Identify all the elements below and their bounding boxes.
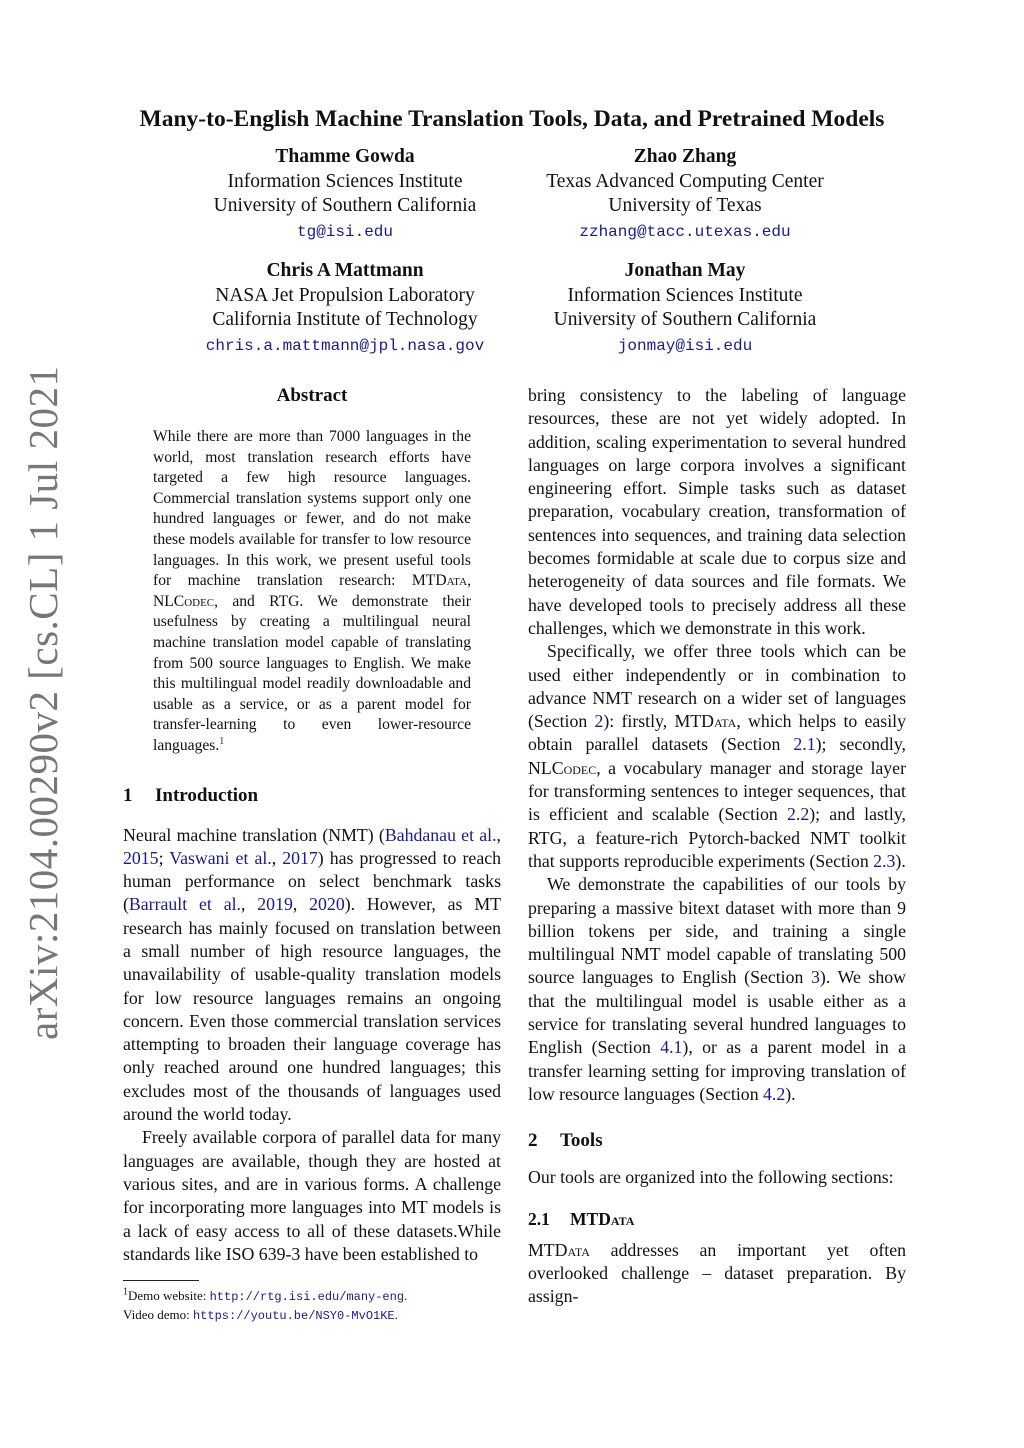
section-ref-link[interactable]: 4.2	[763, 1083, 786, 1104]
citation-link[interactable]: Barrault et al.	[128, 894, 241, 915]
citation-link[interactable]: Bahdanau et al.	[384, 824, 497, 845]
subsection-heading-mtdata	[528, 1207, 906, 1231]
right-column	[528, 384, 906, 1308]
citation-link[interactable]: 2019	[257, 894, 293, 915]
intro-paragraph-3: bring consistency to the labeling of language resources, these are not yet widely adopted. In addition, scaling experimentation to several hundred languages on large corpora involves a significant engineering effort. Simple tasks such as dataset preparation, vocabulary creation, transformation of sentences into sequences, and training data selection becomes formidable at scale due to corpus size and heterogeneity of data sources and file formats. We have developed tools to precisely address all these challenges, which we demonstrate in this work.	[528, 385, 906, 638]
intro-paragraph-1: Neural machine translation (NMT) (Bahdanau et al., 2015; Vaswani et al., 2017) has progressed to reach human performance on select benchmark tasks (Barrault et al., 2019, 2020). However, as MT research has mainly focused on translation between a small number of high resource languages, the unavailability of usable-quality translation models for low resource languages remains an ongoing concern. Even those commercial translation services attempting to broaden their language coverage has only reached around one hundred languages; this excludes most of the thousands of languages used around the world today.	[123, 824, 501, 1125]
footnote-mark[interactable]: 1	[219, 735, 225, 747]
author-affiliation: California Institute of Technology	[212, 309, 478, 330]
author-affiliation: Texas Advanced Computing Center	[546, 170, 824, 192]
author-block	[485, 145, 885, 244]
section-heading-introduction	[123, 784, 501, 808]
author-email[interactable]: zzhang@tacc.utexas.edu	[579, 222, 791, 241]
section-ref-link[interactable]: 2.1	[793, 734, 816, 755]
author-email[interactable]: jonmay@isi.edu	[617, 336, 753, 355]
section-ref-link[interactable]: 3	[811, 967, 820, 988]
tool-name-nlcodec: NLCodec	[153, 592, 215, 610]
author-affiliation: University of Southern California	[213, 195, 477, 216]
footnote: $^1$Demo website: http://rtg.isi.edu/many-eng. Video demo: https://youtu.be/NSY0-MvO1KE.	[123, 1286, 408, 1324]
author-affiliation: University of Southern California	[553, 309, 817, 330]
intro-paragraph-4: Specifically, we offer three tools which can be used either independently or in combination to advance NMT research on a wider set of languages (Section 2): firstly, MTData, which helps to easily obtain parallel datasets (Section 2.1); secondly, NLCodec, a vocabulary manager and storage layer for transforming sentences to integer sequences, that is efficient and scalable (Section 2.2); and lastly, RTG, a feature-rich Pytorch-backed NMT toolkit that supports reproducible experiments (Section 2.3).	[528, 641, 907, 871]
author-email[interactable]: chris.a.mattmann@jpl.nasa.gov	[205, 336, 485, 355]
abstract-heading: Abstract	[276, 385, 348, 406]
intro-paragraph-2: Freely available corpora of parallel data for many languages are available, though they are hosted at various sites, and are in various forms. A challenge for incorporating more languages into MT models is a lack of easy access to all of these datasets.While standards like ISO 639-3 have been established to	[123, 1127, 501, 1264]
subsection-number: 2.1	[528, 1208, 550, 1229]
video-demo-link[interactable]: https://youtu.be/NSY0-MvO1KE	[192, 1309, 395, 1324]
subsection-title: MTData	[570, 1208, 635, 1229]
section-title: Introduction	[155, 784, 259, 806]
section-number: 2	[528, 1130, 538, 1152]
section-heading-tools	[528, 1129, 906, 1153]
author-affiliation: University of Texas	[608, 195, 762, 216]
citation-link[interactable]: 2020	[309, 894, 345, 915]
citation-link[interactable]: Vaswani et al.	[169, 847, 272, 868]
section-number: 1	[123, 784, 133, 806]
abstract-text: While there are more than 7000 languages in the world, most translation research efforts have targeted a few high resource languages. Commercial translation systems support only one hundred languages or fewer, and do not make these models available for transfer to low resource languages. In this work, we present useful tools for machine translation research: MTData, NLCodec, and RTG. We demonstrate their usefulness by creating a multilingual neural machine translation model capable of translating from 500 source languages to English. We make this multilingual model readily downloadable and usable as a service, or as a parent model for transfer-learning to even lower-resource languages.$^1$	[153, 428, 471, 754]
author-name: Zhao Zhang	[633, 146, 737, 167]
left-column	[123, 384, 501, 1325]
footnote-divider	[123, 1280, 199, 1281]
citation-link[interactable]: 2015	[123, 847, 159, 868]
paper-title: Many-to-English Machine Translation Tools, Data, and Pretrained Models	[139, 106, 885, 132]
author-email[interactable]: tg@isi.edu	[296, 222, 393, 241]
section-ref-link[interactable]: 2.2	[787, 804, 810, 825]
author-affiliation: NASA Jet Propulsion Laboratory	[215, 284, 475, 306]
tool-name-nlcodec: NLCodec	[528, 757, 597, 778]
author-block	[485, 259, 885, 358]
author-name: Thamme Gowda	[275, 146, 415, 167]
section-title: Tools	[560, 1130, 603, 1152]
tools-intro-paragraph: Our tools are organized into the following sections:	[528, 1167, 894, 1188]
tool-name-mtdata: MTData	[528, 1239, 590, 1260]
citation-link[interactable]: 2017	[282, 847, 318, 868]
author-name: Jonathan May	[624, 260, 746, 281]
demo-website-link[interactable]: http://rtg.isi.edu/many-eng	[209, 1290, 405, 1305]
tool-name-mtdata: MTData	[411, 572, 468, 590]
intro-paragraph-5: We demonstrate the capabilities of our tools by preparing a massive bitext dataset with more than 9 billion tokens per side, and training a single multilingual NMT model capable of translating 500 source languages to English (Section 3). We show that the multilingual model is usable either as a service for translating several hundred languages to English (Section 4.1), or as a parent model in a transfer learning setting for improving translation of low resource languages (Section 4.2).	[528, 874, 906, 1104]
author-affiliation: Information Sciences Institute	[567, 284, 803, 306]
section-ref-link[interactable]: 4.1	[660, 1037, 683, 1058]
footnote-number: 1	[123, 1286, 128, 1298]
author-affiliation: Information Sciences Institute	[227, 170, 463, 192]
tool-name-mtdata: MTData	[674, 711, 737, 732]
section-ref-link[interactable]: 2.3	[873, 850, 896, 871]
mtdata-paragraph: MTData addresses an important yet often overlooked challenge – dataset preparation. By assign-	[528, 1239, 906, 1307]
arxiv-identifier-stamp: arXiv:2104.00290v2 [cs.CL] 1 Jul 2021	[20, 365, 66, 1040]
section-ref-link[interactable]: 2	[594, 711, 604, 732]
author-name: Chris A Mattmann	[266, 260, 424, 281]
